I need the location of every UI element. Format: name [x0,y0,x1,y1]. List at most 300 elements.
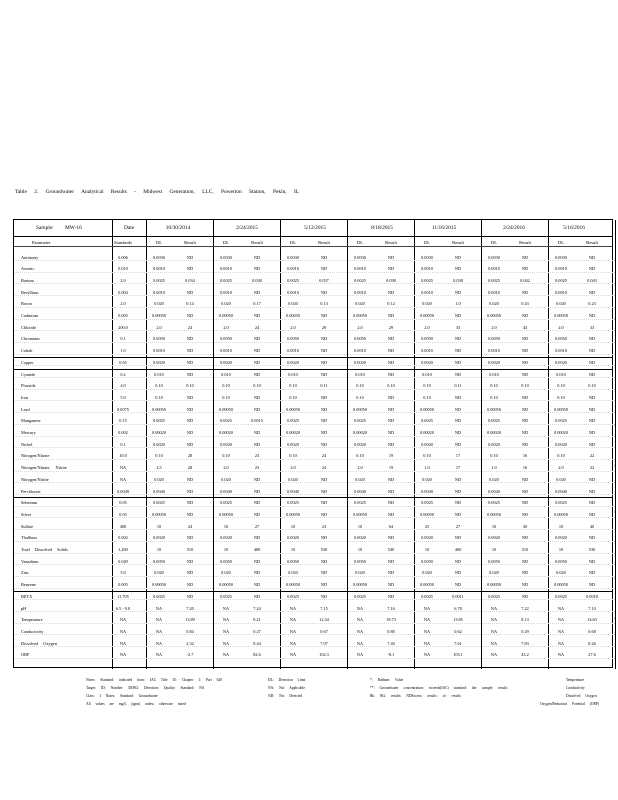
cell-dl: 0.00050 [420,511,434,517]
cell-dl: 0.0030 [287,254,299,260]
date-header: 2/24/2015 [236,225,258,231]
date-header: 8/18/2015 [371,225,393,231]
cell-result: ND [588,430,596,435]
row-parameter: Total Dissolved Solids [21,547,68,552]
cell-result: 0.27 [253,628,261,634]
date-label: Date [124,225,135,231]
cell-dl: 0.00050 [353,313,367,318]
row-standard: 400 [119,523,127,529]
cell-result: ND [521,558,529,564]
cell-result: ND [521,593,529,599]
cell-dl: 0.10 [423,383,431,389]
cell-dl: NA [490,628,498,634]
cell-result: 7.83 [521,640,529,646]
cell-result: 8.44 [253,640,261,646]
row-standard: 0.005 [118,582,128,588]
row-parameter: Chromium [21,336,40,342]
cell-dl: 0.020 [288,570,298,576]
row-parameter: Antimony [21,254,39,260]
cell-result: ND [588,570,596,576]
cell-dl: 0.0010 [555,289,567,295]
cell-result: ND [387,348,395,354]
row-guide [14,424,615,425]
cell-dl: 0.10 [222,394,230,400]
cell-result: ND [253,558,261,564]
cell-dl: NA [155,640,163,646]
cell-dl: 0.00050 [152,406,166,412]
cell-result: ND [253,406,261,412]
footnote-line: DL: Detection Limit [268,678,306,682]
row-standard: 0.65 [119,359,127,365]
cell-result: ND [454,500,462,506]
cell-result: 28 [187,453,193,459]
cell-dl: 0.0010 [354,289,366,295]
cell-result: ND [387,511,395,517]
cell-result: 0.43 [521,301,529,307]
row-parameter: Perchlorate [21,488,41,494]
cell-dl: 10 [156,547,162,552]
cell-dl: 10 [156,523,162,529]
row-parameter: Lead [21,406,30,412]
cell-dl: 0.020 [154,476,164,482]
row-standard: 0.006 [118,254,128,260]
cell-result: 13.85 [453,617,463,623]
cell-result: 24 [187,324,193,330]
footnote-line: All values are mg/L (ppm) unless otherwise noted [86,702,186,706]
cell-dl: NA [557,652,565,658]
row-parameter: Fluoride [21,383,36,389]
cell-dl: 0.00050 [353,406,367,412]
cell-result: ND [387,254,395,260]
cell-dl: 0.00050 [554,406,568,412]
cell-result: ND [454,441,462,447]
cell-result: ND [387,289,395,295]
cell-dl: 0.0020 [153,535,165,541]
cell-result: ND [320,371,328,377]
cell-dl: 0.0010 [220,348,232,354]
cell-result: 8.21 [253,617,261,623]
cell-result: 1.0 [455,301,461,307]
cell-dl: 0.00050 [286,313,300,318]
cell-result: ND [387,488,395,494]
cell-result: 23 [254,465,260,471]
dl-header: DL [557,240,565,245]
cell-result: 510 [521,547,529,552]
cell-dl: 0.00020 [487,430,501,435]
cell-result: 17 [455,453,461,459]
cell-dl: 0.0010 [421,289,433,295]
cell-dl: 0.10 [423,453,431,459]
row-parameter: Vanadium [21,558,39,564]
cell-result: ND [186,535,194,541]
cell-result: ND [521,500,529,506]
cell-dl: NA [490,640,498,646]
cell-result: ND [186,570,194,576]
row-parameter: BETX [21,593,33,599]
cell-result: ND [320,359,328,365]
cell-result: ND [454,582,462,588]
cell-result: ND [387,558,395,564]
cell-result: 0.10 [387,383,395,389]
cell-result: 64 [388,523,394,529]
cell-result: ND [454,359,462,365]
cell-dl: 0.0020 [220,441,232,447]
cell-dl: 0.0025 [421,593,433,599]
cell-dl: 0.00050 [420,582,434,588]
cell-result: ND [253,488,261,494]
row-parameter: Cyanide [21,371,36,377]
footnote-line: NA: Not Applicable [268,686,305,690]
cell-result: 14.63 [587,617,597,623]
cell-dl: 0.0020 [354,535,366,541]
cell-dl: NA [490,605,498,611]
cell-result: ND [253,582,261,588]
cell-dl: 0.020 [556,301,566,307]
cell-result: ND [320,558,328,564]
result-header: Result [318,240,330,245]
cell-dl: 0.0010 [153,348,165,354]
cell-result: ND [521,313,529,318]
cell-dl: 0.0010 [287,289,299,295]
row-group-divider [14,369,612,370]
cell-dl: 10 [290,547,296,552]
cell-dl: 0.0020 [488,441,500,447]
cell-result: 0.12 [387,301,395,307]
cell-dl: 1.0 [491,465,497,471]
cell-dl: 0.10 [155,453,163,459]
cell-dl: 0.0025 [421,500,433,506]
cell-dl: 0.0010 [354,266,366,272]
cell-result: 12.34 [319,617,329,623]
cell-dl: 2.0 [558,324,564,330]
cell-dl: 0.0025 [220,418,232,424]
cell-result: ND [454,488,462,494]
cell-dl: 0.0030 [421,254,433,260]
cell-dl: 0.020 [288,476,298,482]
cell-dl: NA [557,617,565,623]
cell-result: 540 [387,547,395,552]
cell-result: ND [588,476,596,482]
cell-result: ND [454,394,462,400]
cell-result: 29 [388,324,394,330]
cell-dl: 0.0040 [421,488,433,494]
cell-result: ND [521,418,529,424]
edge-mark: 1 [614,316,616,321]
cell-result: -8.1 [387,652,395,658]
cell-dl: NA [490,652,498,658]
cell-result: ND [387,441,395,447]
cell-dl: 0.0020 [421,359,433,365]
cell-dl: 0.0025 [153,593,165,599]
cell-dl: 0.00050 [487,511,501,517]
cell-result: 0.038 [453,277,463,283]
footnote-line: Bk: BG: results: NDExcess: results: of: results [370,694,461,698]
cell-result: ND [320,593,328,599]
cell-dl: 0.0010 [220,289,232,295]
cell-result: 22 [589,465,595,471]
cell-dl: 0.0025 [555,593,567,599]
cell-dl: 0.10 [423,394,431,400]
cell-dl: 0.0010 [153,266,165,272]
cell-dl: 0.0020 [488,359,500,365]
cell-result: ND [253,359,261,365]
cell-result: ND [320,535,328,541]
cell-result: ND [521,359,529,365]
cell-result: ND [186,558,194,564]
cell-dl: 0.0020 [354,441,366,447]
cell-dl: 0.00050 [487,406,501,412]
result-header: Result [519,240,531,245]
cell-dl: 10 [491,547,497,552]
cell-result: ND [521,406,529,412]
cell-result: 13.89 [185,617,195,623]
cell-dl: 0.0010 [421,266,433,272]
cell-dl: 0.00050 [286,406,300,412]
cell-dl: 0.020 [556,570,566,576]
cell-dl: 0.0040 [153,488,165,494]
cell-result: ND [521,336,529,342]
cell-dl: 0.010 [154,371,164,377]
cell-result: ND [253,535,261,541]
dl-header: DL [222,240,230,245]
cell-result: ND [186,266,194,272]
cell-dl: 0.0030 [488,254,500,260]
cell-dl: 0.010 [556,371,566,377]
cell-dl: 2.0 [491,324,497,330]
cell-result: ND [253,336,261,342]
cell-result: 7.20 [186,605,194,611]
cell-dl: 0.00050 [286,582,300,588]
cell-dl: NA [289,605,297,611]
column-divider [548,220,549,669]
footnote-line: Temperature [566,678,585,682]
cell-dl: 0.0020 [555,359,567,365]
row-standard: 0.0075 [117,406,129,412]
cell-dl: 2.0 [290,465,296,471]
cell-result: ND [387,406,395,412]
cell-dl: 0.020 [154,301,164,307]
cell-dl: NA [490,617,498,623]
cell-dl: 0.00050 [487,313,501,318]
row-standard: 0.2 [120,371,126,377]
cell-result: 19 [388,465,394,471]
cell-dl: 0.10 [356,453,364,459]
cell-result: ND [253,570,261,576]
cell-dl: 0.0025 [220,500,232,506]
cell-result: ND [454,535,462,541]
cell-dl: 2.0 [223,324,229,330]
row-parameter: Beryllium [21,289,39,295]
cell-dl: 10 [290,523,296,529]
cell-result: 24 [321,453,327,459]
parameter-header: Parameter [32,240,51,245]
cell-dl: NA [222,605,230,611]
cell-dl: 0.0040 [555,488,567,494]
row-guide [14,295,615,296]
cell-dl: 0.0025 [421,277,433,283]
cell-dl: 10 [491,523,497,529]
row-parameter: Chloride [21,324,37,330]
cell-result: 510 [186,547,194,552]
cell-dl: 0.0010 [555,266,567,272]
cell-dl: 0.00050 [286,511,300,517]
cell-result: ND [387,476,395,482]
cell-result: 0.84 [186,628,194,634]
cell-dl: 0.0050 [220,558,232,564]
cell-result: 0.67 [320,628,328,634]
cell-dl: 0.0050 [421,336,433,342]
row-standard: 0.002 [118,430,128,435]
cell-dl: 0.020 [355,476,365,482]
row-guide [14,272,615,273]
cell-dl: 0.0010 [488,289,500,295]
cell-result: ND [186,371,194,377]
cell-result: ND [454,406,462,412]
cell-dl: 0.10 [490,394,498,400]
cell-dl: 0.10 [155,394,163,400]
cell-result: ND [186,289,194,295]
cell-result: ND [588,266,596,272]
cell-dl: 0.0025 [488,500,500,506]
row-standard: 6.5 - 9.0 [115,605,131,611]
cell-result: 7.24 [253,605,261,611]
footnote-line: Conductivity [566,686,585,690]
row-guide [14,400,615,401]
row-standard: NA [119,628,127,634]
cell-result: 43.2 [521,652,529,658]
cell-result: ND [253,394,261,400]
cell-dl: 0.10 [222,383,230,389]
row-standard: 0.005 [118,313,128,318]
cell-dl: 0.0040 [354,488,366,494]
cell-result: ND [521,371,529,377]
row-parameter: Nitrogen/Nitrate [21,453,50,459]
cell-dl: 0.020 [154,570,164,576]
cell-result: ND [521,488,529,494]
cell-dl: 0.00050 [487,582,501,588]
cell-dl: 2.0 [290,324,296,330]
cell-result: ND [454,371,462,377]
cell-result: ND [588,488,596,494]
cell-result: 103.1 [453,652,463,658]
row-guide [14,412,615,413]
cell-dl: 0.00050 [152,582,166,588]
row-standard: 1,200 [118,547,128,552]
cell-result: 0.14 [186,301,194,307]
cell-result: ND [186,430,194,435]
row-standard: 0.05 [119,500,127,506]
cell-dl: 0.10 [356,383,364,389]
cell-dl: 0.0025 [153,277,165,283]
row-standard: 0.15 [119,418,127,424]
cell-dl: 0.00050 [554,313,568,318]
cell-result: 24 [187,523,193,529]
cell-result: 102.3 [319,652,329,658]
cell-dl: 10 [223,547,229,552]
cell-dl: 0.00050 [219,511,233,517]
cell-result: 28 [187,465,193,471]
cell-result: ND [186,418,194,424]
cell-dl: 0.00020 [219,430,233,435]
cell-result: 40 [589,523,595,529]
dl-header: DL [289,240,297,245]
cell-result: ND [253,593,261,599]
row-parameter: Boron [21,301,32,307]
cell-result: ND [454,336,462,342]
result-header: Result [385,240,397,245]
cell-dl: 0.0025 [354,277,366,283]
row-standard: 5.0 [120,570,126,576]
cell-dl: 0.00050 [353,511,367,517]
cell-result: ND [253,430,261,435]
row-parameter: Barium [21,277,34,283]
cell-result: ND [521,441,529,447]
footnote-line: Notes: Standard: indicated from: IAC Title 35: Chapter 1: Part 620 [86,678,223,682]
edge-mark: 1 [614,616,616,621]
cell-dl: 0.010 [422,371,432,377]
cell-result: ND [320,406,328,412]
cell-dl: 0.10 [557,453,565,459]
cell-dl: NA [289,640,297,646]
row-guide [14,389,615,390]
cell-result: 460 [454,547,462,552]
row-guide [14,517,615,518]
cell-result: ND [521,430,529,435]
cell-dl: 0.10 [289,383,297,389]
row-parameter: Temperature [21,617,43,623]
cell-result: 8.13 [521,617,529,623]
cell-result: ND [253,500,261,506]
cell-result: ND [387,266,395,272]
cell-result: ND [521,476,529,482]
row-guide [14,599,615,600]
cell-dl: 0.0050 [287,558,299,564]
cell-dl: 0.020 [422,301,432,307]
cell-result: ND [521,535,529,541]
cell-result: 7.40 [387,640,395,646]
cell-dl: 0.0020 [555,535,567,541]
footnote-line: *: Radium: Value [370,678,404,682]
cell-dl: 2.0 [357,465,363,471]
row-parameter: Selenium [21,500,38,506]
row-guide [14,471,615,472]
cell-dl: 0.020 [221,476,231,482]
cell-result: ND [387,593,395,599]
cell-dl: 2.0 [156,324,162,330]
cell-result: ND [387,570,395,576]
cell-dl: 0.0010 [153,289,165,295]
cell-dl: 0.10 [155,383,163,389]
cell-dl: 0.0030 [153,254,165,260]
footnote-line: Target: ID: Number: ID/BG: Detection: Quality: Standard: NA [86,686,205,690]
row-parameter: Silver [21,511,32,517]
cell-result: 30 [522,523,528,529]
cell-dl: NA [423,640,431,646]
standards-header: Standards [113,240,133,245]
cell-result: 24 [321,465,327,471]
cell-result: ND [253,476,261,482]
row-standard: 2.0 [120,277,126,283]
cell-result: ND [588,336,596,342]
cell-dl: NA [423,652,431,658]
cell-result: ND [521,394,529,400]
row-parameter: Iron [21,394,29,400]
cell-dl: NA [289,652,297,658]
cell-result: ND [320,441,328,447]
cell-result: 7.16 [387,605,395,611]
cell-dl: 0.00050 [219,313,233,318]
cell-result: ND [186,488,194,494]
